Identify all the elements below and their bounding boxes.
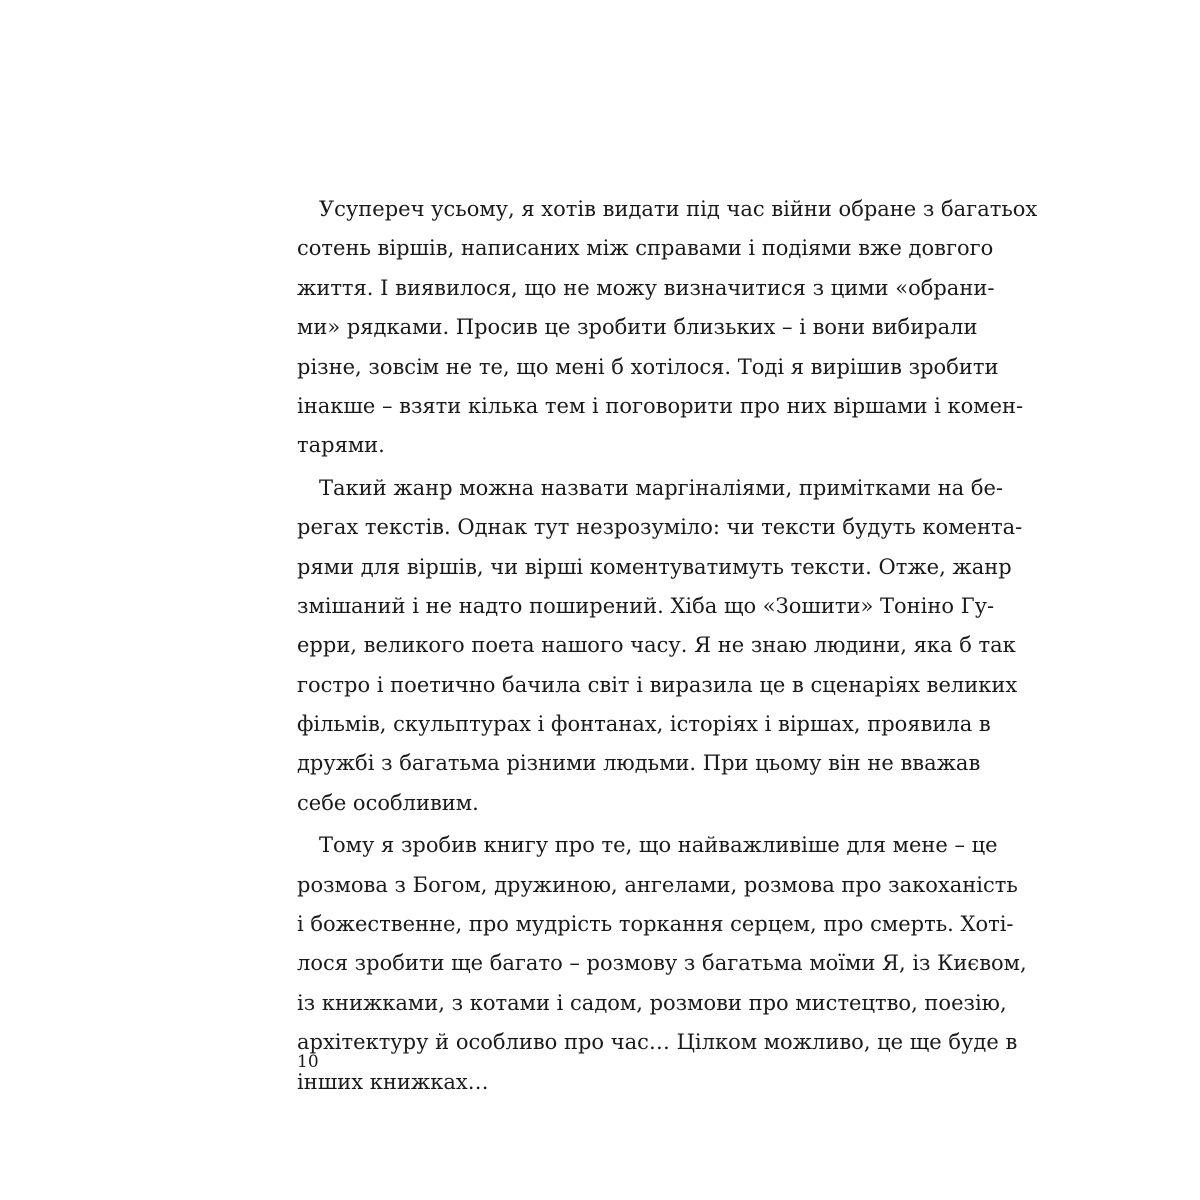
text-line: життя. І виявилося, що не можу визначитися з цими «обрани- [297, 275, 995, 300]
text-line: із книжками, з котами і садом, розмови про мистецтво, поезію, [297, 990, 1007, 1015]
text-line: гостро і поетично бачила світ і виразила це в сценаріях великих [297, 672, 1018, 697]
text-line: і божественне, про мудрість торкання серцем, про смерть. Хоті- [297, 912, 1014, 937]
text-line: рями для віршів, чи вірші коментуватимуть тексти. Отже, жанр [297, 554, 1012, 579]
text-line: тарями. [297, 433, 385, 458]
text-line: сотень віршів, написаних між справами і подіями вже довгого [297, 236, 994, 261]
text-line: ми» рядками. Просив це зробити близьких – і вони вибирали [297, 315, 978, 340]
text-line: себе особливим. [297, 790, 479, 815]
paragraph-3 [297, 826, 1027, 1102]
paragraph-2 [297, 469, 1023, 824]
text-line: Такий жанр можна назвати маргіналіями, примітками на бе- [319, 475, 1003, 500]
text-line: архітектуру й особливо про час… Цілком можливо, це ще буде в [297, 1030, 1018, 1055]
text-line: ерри, великого поета нашого часу. Я не знаю людини, яка б так [297, 633, 1016, 658]
text-line: лося зробити ще багато – розмову з багатьма моїми Я, із Києвом, [297, 951, 1027, 976]
page-number: 10 [297, 1052, 319, 1072]
text-line: фільмів, скульптурах і фонтанах, історіях і віршах, проявила в [297, 712, 991, 737]
paragraph-1 [297, 190, 1038, 466]
text-line: дружбі з багатьма різними людьми. При цьому він не вважав [297, 751, 981, 776]
text-line: інакше – взяти кілька тем і поговорити про них віршами і комен- [297, 393, 1024, 418]
text-line: інших книжках… [297, 1069, 489, 1094]
text-line: Тому я зробив книгу про те, що найважливіше для мене – це [319, 833, 998, 858]
text-line: регах текстів. Однак тут незрозуміло: чи тексти будуть комента- [297, 515, 1023, 540]
text-line: Усупереч усьому, я хотів видати під час війни обране з багатьох [319, 197, 1038, 221]
body-text [297, 190, 1038, 1102]
text-line: змішаний і не надто поширений. Хіба що «Зошити» Тоніно Гу- [297, 593, 995, 618]
text-line: різне, зовсім не те, що мені б хотілося. Тоді я вирішив зробити [297, 354, 999, 379]
text-line: розмова з Богом, дружиною, ангелами, розмова про закоханість [297, 872, 1018, 897]
